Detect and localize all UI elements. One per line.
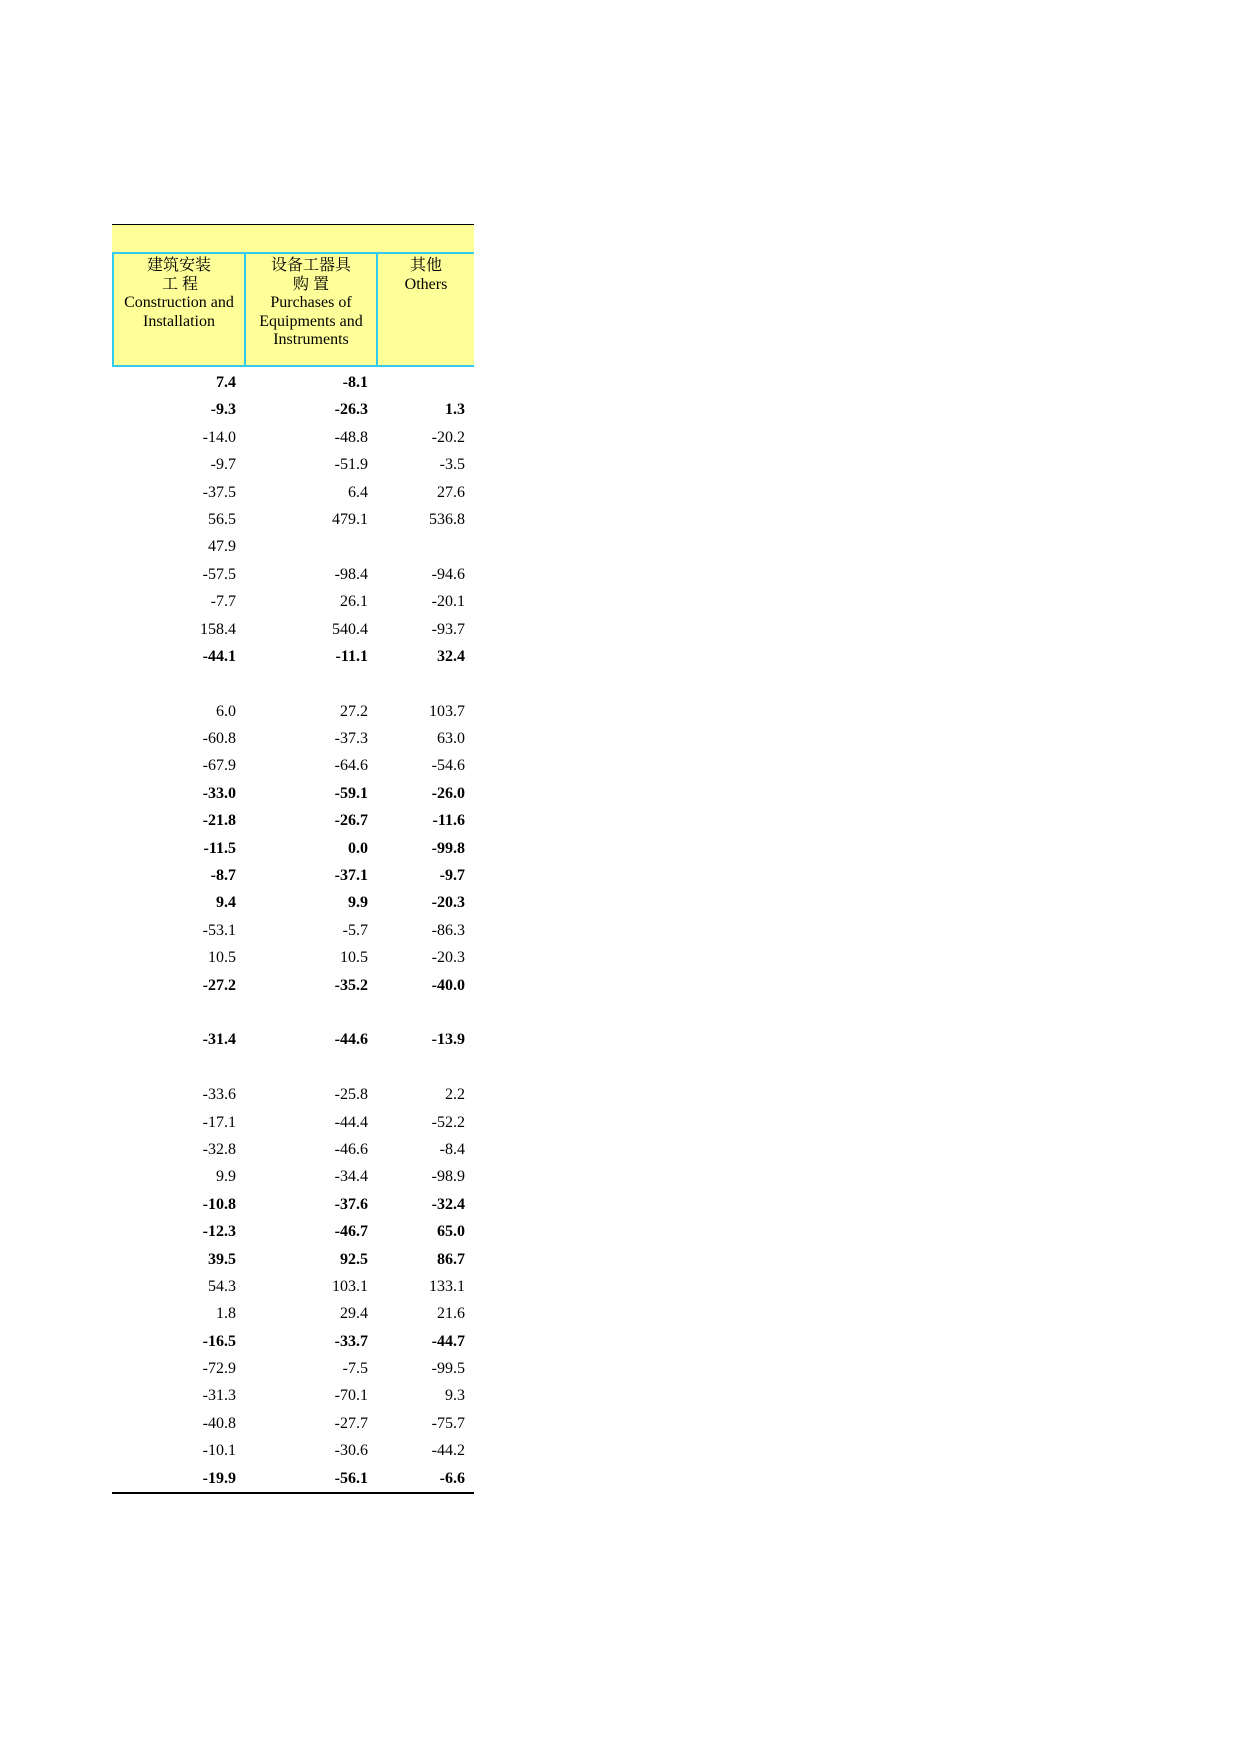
table-row	[112, 835, 474, 862]
table-cell[interactable]: -26.7	[334, 812, 368, 830]
table-cell[interactable]: -32.8	[202, 1140, 236, 1158]
table-cell[interactable]: -14.0	[202, 428, 236, 446]
table-cell[interactable]: 56.5	[208, 510, 236, 528]
table-cell[interactable]	[112, 1054, 245, 1081]
table-cell[interactable]: -31.4	[202, 1031, 236, 1049]
table-cell[interactable]: -46.6	[334, 1140, 368, 1158]
table-row	[112, 670, 474, 697]
table-cell[interactable]: -10.1	[202, 1442, 236, 1460]
table-row	[112, 1109, 474, 1136]
table-cell[interactable]: -17.1	[202, 1113, 236, 1131]
table-cell[interactable]: 92.5	[340, 1250, 368, 1268]
table-cell[interactable]: 26.1	[340, 593, 368, 611]
table-cell[interactable]: -27.2	[202, 976, 236, 994]
table-row	[112, 506, 474, 533]
table-cell[interactable]: -53.1	[202, 921, 236, 939]
table-cell[interactable]: 536.8	[429, 510, 465, 528]
table-cell[interactable]: -9.7	[210, 456, 236, 474]
table-cell[interactable]: 0.0	[348, 839, 368, 857]
table-cell[interactable]: -30.6	[334, 1442, 368, 1460]
data-table	[112, 224, 474, 1494]
table-cell[interactable]: -20.1	[431, 593, 465, 611]
header-zh: 设备工器具	[270, 257, 351, 274]
table-cell[interactable]: 9.3	[445, 1387, 465, 1405]
table-row	[112, 1382, 474, 1409]
column-header-others[interactable]	[377, 252, 474, 367]
table-cell[interactable]: -7.7	[210, 593, 236, 611]
table-cell[interactable]: 9.9	[348, 894, 368, 912]
table-cell[interactable]: 158.4	[200, 620, 236, 638]
header-en: Installation	[143, 312, 215, 330]
column-header-equipment[interactable]	[245, 252, 377, 367]
table-cell[interactable]: -6.6	[439, 1469, 465, 1487]
table-cell[interactable]: 86.7	[437, 1250, 465, 1268]
table-row	[112, 643, 474, 670]
table-cell[interactable]: 29.4	[340, 1305, 368, 1323]
table-cell[interactable]: 6.4	[348, 483, 368, 501]
table-cell[interactable]: 133.1	[429, 1277, 465, 1295]
table-cell[interactable]: 103.7	[429, 702, 465, 720]
table-row	[112, 725, 474, 752]
table-cell[interactable]: 63.0	[437, 730, 465, 748]
table-cell[interactable]: -8.1	[342, 374, 368, 391]
table-cell[interactable]: -35.2	[334, 976, 368, 994]
table-row	[112, 807, 474, 834]
table-cell[interactable]: -37.5	[202, 483, 236, 501]
table-cell[interactable]: -46.7	[334, 1223, 368, 1241]
table-cell[interactable]: 65.0	[437, 1223, 465, 1241]
table-cell[interactable]	[377, 999, 474, 1026]
table-row	[112, 1218, 474, 1245]
table-cell[interactable]: -3.5	[439, 456, 465, 474]
table-cell[interactable]	[112, 999, 245, 1026]
table-cell[interactable]: -57.5	[202, 565, 236, 583]
table-cell[interactable]: -72.9	[202, 1360, 236, 1378]
table-row	[112, 561, 474, 588]
table-cell[interactable]: -20.3	[431, 894, 465, 912]
column-header-row	[112, 252, 474, 367]
table-row	[112, 1246, 474, 1273]
table-cell[interactable]	[245, 999, 377, 1026]
table-cell[interactable]: 10.5	[340, 949, 368, 967]
table-cell[interactable]: 1.8	[216, 1305, 236, 1323]
table-cell[interactable]: -37.6	[334, 1195, 368, 1213]
table-row	[112, 917, 474, 944]
header-zh-right: 置	[313, 275, 330, 293]
table-cell[interactable]: -48.8	[334, 428, 368, 446]
table-cell[interactable]: -8.7	[210, 867, 236, 885]
table-row	[112, 1054, 474, 1081]
table-row	[112, 369, 474, 396]
table-cell[interactable]: -37.1	[334, 867, 368, 885]
table-cell[interactable]: 47.9	[208, 538, 236, 556]
table-row	[112, 1328, 474, 1355]
table-cell[interactable]: 9.4	[216, 894, 236, 912]
table-row	[112, 1163, 474, 1190]
table-cell[interactable]: -44.2	[431, 1442, 465, 1460]
table-row	[112, 889, 474, 916]
table-bottom-rule	[112, 1492, 474, 1494]
header-en: Construction and	[124, 294, 234, 311]
table-body	[112, 367, 474, 1492]
table-row	[112, 1355, 474, 1382]
table-cell[interactable]: -19.9	[202, 1469, 236, 1487]
header-en: Equipments and	[259, 312, 363, 330]
table-row	[112, 424, 474, 451]
table-cell[interactable]: -64.6	[334, 757, 368, 775]
table-row	[112, 972, 474, 999]
table-cell[interactable]: -10.8	[202, 1195, 236, 1213]
header-en: Purchases of	[270, 294, 352, 311]
table-cell[interactable]: 39.5	[208, 1250, 236, 1268]
table-cell[interactable]: -8.4	[439, 1140, 465, 1158]
table-cell[interactable]: -11.6	[432, 812, 465, 830]
table-cell[interactable]: -44.7	[431, 1332, 465, 1350]
table-cell[interactable]: -59.1	[334, 784, 368, 802]
header-band	[112, 225, 474, 252]
table-row	[112, 1410, 474, 1437]
table-cell[interactable]: 6.0	[216, 702, 236, 720]
table-cell[interactable]	[377, 1054, 474, 1081]
table-cell[interactable]: -5.7	[342, 921, 368, 939]
table-cell[interactable]: -44.1	[202, 647, 236, 665]
table-cell[interactable]	[245, 533, 377, 560]
header-zh-split	[114, 276, 244, 295]
table-cell[interactable]: -51.9	[334, 456, 368, 474]
table-row	[112, 1081, 474, 1108]
table-row	[112, 1026, 474, 1053]
table-cell[interactable]: -9.3	[210, 401, 236, 419]
table-row	[112, 862, 474, 889]
table-cell[interactable]	[112, 670, 245, 697]
table-row	[112, 698, 474, 725]
table-cell[interactable]: 7.4	[216, 374, 236, 391]
table-row	[112, 1136, 474, 1163]
table-cell[interactable]: -11.1	[335, 647, 368, 665]
header-en: Others	[404, 275, 448, 293]
header-zh-left: 购	[292, 275, 309, 293]
table-cell[interactable]: 540.4	[332, 620, 368, 638]
table-cell[interactable]: -27.7	[334, 1414, 368, 1432]
table-cell[interactable]: -94.6	[431, 565, 465, 583]
table-cell[interactable]: -13.9	[431, 1031, 465, 1049]
table-cell[interactable]: -44.4	[334, 1113, 368, 1131]
table-cell[interactable]	[377, 369, 474, 396]
table-cell[interactable]: -26.0	[431, 784, 465, 802]
table-cell[interactable]: -34.4	[334, 1168, 368, 1186]
table-row	[112, 1191, 474, 1218]
table-cell[interactable]: -86.3	[431, 921, 465, 939]
table-cell[interactable]: -70.1	[334, 1387, 368, 1405]
header-zh-right: 程	[182, 275, 199, 293]
table-cell[interactable]: -33.7	[334, 1332, 368, 1350]
table-row	[112, 588, 474, 615]
header-zh: 其他	[409, 257, 442, 274]
table-cell[interactable]: -20.3	[431, 949, 465, 967]
table-cell[interactable]: -32.4	[431, 1195, 465, 1213]
table-cell[interactable]: -33.6	[202, 1086, 236, 1104]
table-cell[interactable]: 103.1	[332, 1277, 368, 1295]
column-header-construction[interactable]	[112, 252, 245, 367]
table-row	[112, 616, 474, 643]
table-row	[112, 396, 474, 423]
table-cell[interactable]: -40.8	[202, 1414, 236, 1432]
table-cell[interactable]: 54.3	[208, 1277, 236, 1295]
table-cell[interactable]: -25.8	[334, 1086, 368, 1104]
header-zh-left: 工	[161, 275, 178, 293]
table-row	[112, 1437, 474, 1464]
table-row	[112, 533, 474, 560]
table-cell[interactable]: 1.3	[445, 401, 465, 419]
table-cell[interactable]: 2.2	[445, 1086, 465, 1104]
table-cell[interactable]: -26.3	[334, 401, 368, 419]
table-cell[interactable]: -11.5	[203, 839, 236, 857]
table-cell[interactable]: -93.7	[431, 620, 465, 638]
table-cell[interactable]: -56.1	[334, 1469, 368, 1487]
header-en: Instruments	[273, 331, 349, 348]
table-cell[interactable]	[245, 670, 377, 697]
table-row	[112, 999, 474, 1026]
table-cell[interactable]: -75.7	[431, 1414, 465, 1432]
table-cell[interactable]: 32.4	[437, 647, 465, 665]
table-row	[112, 479, 474, 506]
table-cell[interactable]: 21.6	[437, 1305, 465, 1323]
table-row	[112, 1273, 474, 1300]
table-cell[interactable]: -31.3	[202, 1387, 236, 1405]
table-cell[interactable]: -37.3	[334, 730, 368, 748]
table-row	[112, 752, 474, 779]
table-cell[interactable]: -16.5	[202, 1332, 236, 1350]
table-cell[interactable]: -67.9	[202, 757, 236, 775]
table-cell[interactable]: -7.5	[342, 1360, 368, 1378]
table-cell[interactable]: -52.2	[431, 1113, 465, 1131]
table-cell[interactable]: -12.3	[202, 1223, 236, 1241]
table-cell[interactable]: 10.5	[208, 949, 236, 967]
table-row	[112, 1465, 474, 1492]
table-cell[interactable]: -21.8	[202, 812, 236, 830]
table-cell[interactable]: -54.6	[431, 757, 465, 775]
table-cell[interactable]: 27.6	[437, 483, 465, 501]
table-cell[interactable]: -44.6	[334, 1031, 368, 1049]
table-cell[interactable]: -98.9	[431, 1168, 465, 1186]
header-zh-split	[246, 276, 376, 295]
table-cell[interactable]: 27.2	[340, 702, 368, 720]
table-cell[interactable]: 479.1	[332, 510, 368, 528]
table-cell[interactable]: -20.2	[431, 428, 465, 446]
table-cell[interactable]: -99.8	[431, 839, 465, 857]
table-cell[interactable]: -40.0	[431, 976, 465, 994]
table-cell[interactable]: 9.9	[216, 1168, 236, 1186]
table-cell[interactable]: -9.7	[439, 867, 465, 885]
table-cell[interactable]	[245, 1054, 377, 1081]
table-row	[112, 1300, 474, 1327]
table-cell[interactable]: -60.8	[202, 730, 236, 748]
table-cell[interactable]: -99.5	[431, 1360, 465, 1378]
table-row	[112, 780, 474, 807]
header-zh: 建筑安装	[146, 257, 211, 274]
table-cell[interactable]: -33.0	[202, 784, 236, 802]
table-cell[interactable]	[377, 533, 474, 560]
table-row	[112, 451, 474, 478]
table-cell[interactable]: -98.4	[334, 565, 368, 583]
table-row	[112, 944, 474, 971]
table-cell[interactable]	[377, 670, 474, 697]
